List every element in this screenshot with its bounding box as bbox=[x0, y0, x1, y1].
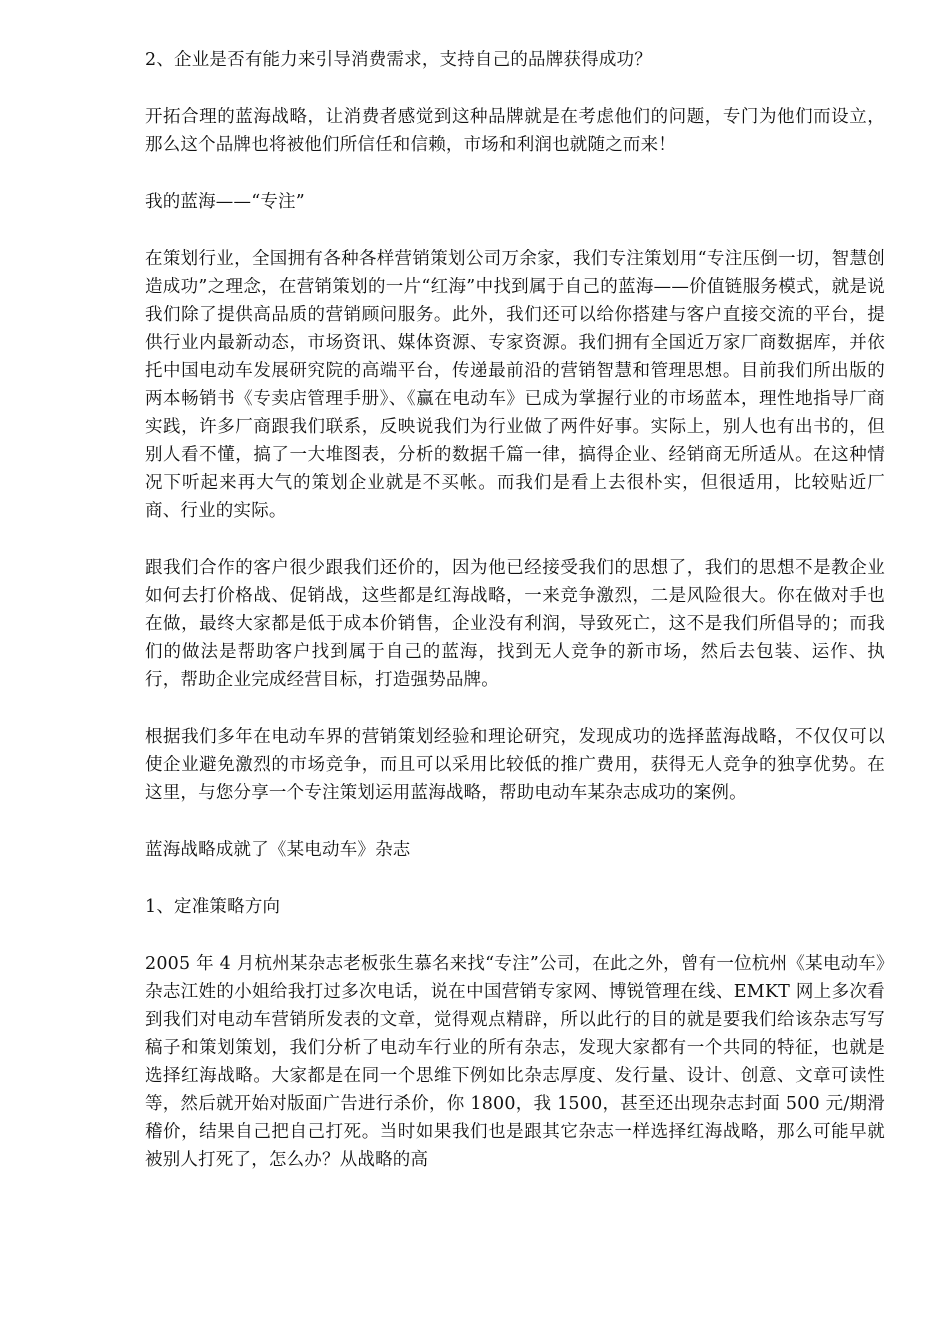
body-paragraph: 开拓合理的蓝海战略，让消费者感觉到这种品牌就是在考虑他们的问题，专门为他们而设立，那么这个品牌也将被他们所信任和信赖，市场和利润也就随之而来！ bbox=[145, 107, 885, 155]
body-paragraph: 在策划行业，全国拥有各种各样营销策划公司万余家，我们专注策划用“专注压倒一切，智慧创造成功”之理念，在营销策划的一片“红海”中找到属于自己的蓝海——价值链服务模式，就是说我们除了提供高品质的营销顾问服务。此外，我们还可以给你搭建与客户直接交流的平台，提供行业内最新动态，市场资讯、媒体资源、专家资源。我们拥有全国近万家厂商数据库，并依托中国电动车发展研究院的高端平台，传递最前沿的营销智慧和管理思想。目前我们所出版的两本畅销书《专卖店管理手册》、《赢在电动车》已成为掌握行业的市场蓝本，理性地指导厂商实践，许多厂商跟我们联系，反映说我们为行业做了两件好事。实际上，别人也有出书的，但别人看不懂，搞了一大堆图表，分析的数据千篇一律，搞得企业、经销商无所适从。在这种情况下听起来再大气的策划企业就是不买帐。而我们是看上去很朴实，但很适用，比较贴近厂商、行业的实际。 bbox=[145, 249, 885, 521]
body-paragraph: 跟我们合作的客户很少跟我们还价的，因为他已经接受我们的思想了，我们的思想不是教企业如何去打价格战、促销战，这些都是红海战略，一来竞争激烈，二是风险很大。你在做对手也在做，最终大家都是低于成本价销售，企业没有利润，导致死亡，这不是我们所倡导的；而我们的做法是帮助客户找到属于自己的蓝海，找到无人竞争的新市场，然后去包装、运作、执行，帮助企业完成经营目标，打造强势品牌。 bbox=[145, 558, 885, 690]
body-paragraph: 2005 年 4 月杭州某杂志老板张生慕名来找“专注”公司，在此之外，曾有一位杭州《某电动车》杂志江姓的小姐给我打过多次电话，说在中国营销专家网、博锐管理在线、EMKT 网上多次看到我们对电动车营销所发表的文章，觉得观点精辟，所以此行的目的就是要我们给该杂志写写稿子和策划策划，我们分析了电动车行业的所有杂志，发现大家都有一个共同的特征，也就是选择红海战略。大家都是在同一个思维下例如比杂志厚度、发行量、设计、创意、文章可读性等，然后就开始对版面广告进行杀价，你 1800，我 1500，甚至还出现杂志封面 500 元/期滑稽价，结果自己把自己打死。当时如果我们也是跟其它杂志一样选择红海战略，那么可能早就被别人打死了，怎么办？从战略的高 bbox=[145, 954, 885, 1170]
case-title: 蓝海战略成就了《某电动车》杂志 bbox=[145, 840, 411, 860]
subsection-heading: 1、定准策略方向 bbox=[145, 897, 281, 917]
document-page bbox=[145, 46, 885, 1203]
question-heading: 2、企业是否有能力来引导消费需求，支持自己的品牌获得成功？ bbox=[145, 50, 652, 70]
section-heading: 我的蓝海——“专注” bbox=[145, 192, 305, 212]
body-paragraph: 根据我们多年在电动车界的营销策划经验和理论研究，发现成功的选择蓝海战略，不仅仅可以使企业避免激烈的市场竞争，而且可以采用比较低的推广费用，获得无人竞争的独享优势。在这里，与您分享一个专注策划运用蓝海战略，帮助电动车某杂志成功的案例。 bbox=[145, 727, 885, 803]
